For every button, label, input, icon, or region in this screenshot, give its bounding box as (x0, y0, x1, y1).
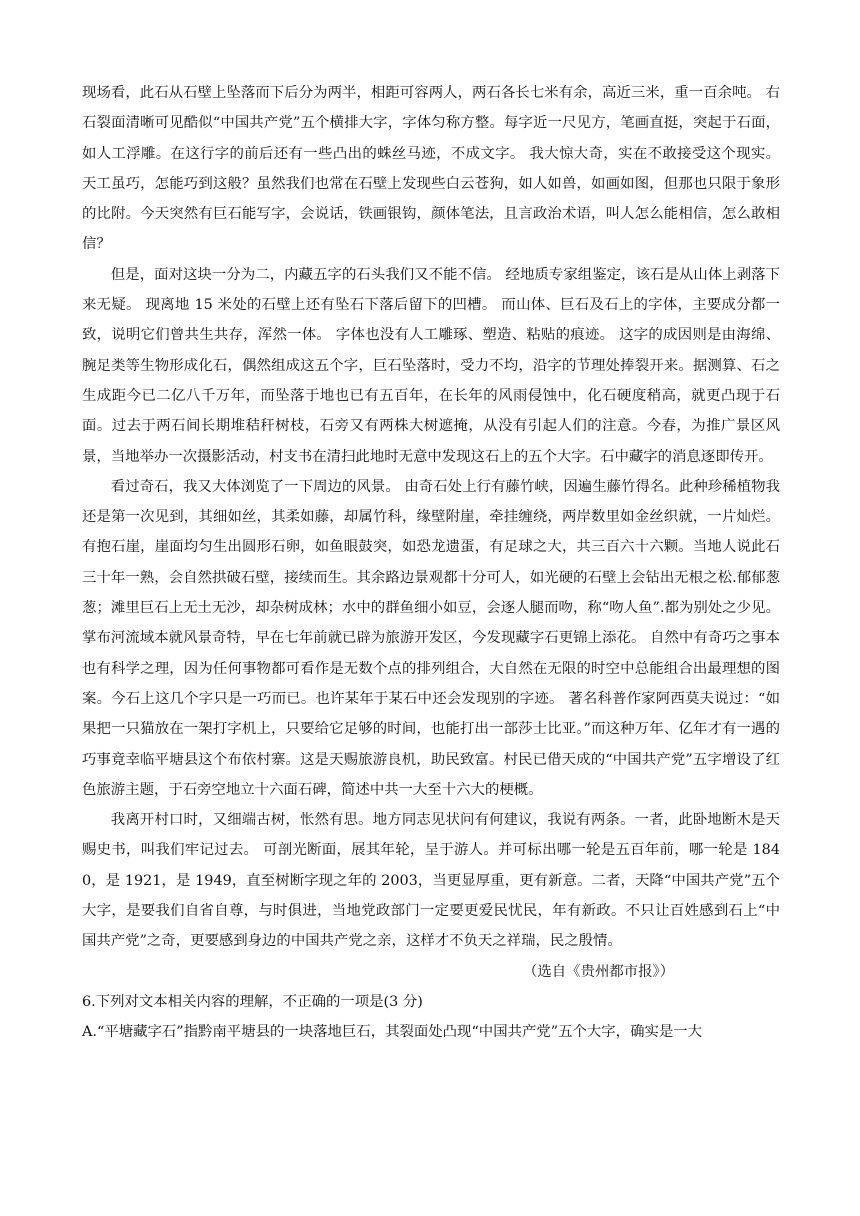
question-stem: 6.下列对文本相关内容的理解，不正确的一项是(3 分) (82, 993, 423, 1010)
article-paragraph-2: 但是，面对这块一分为二，内藏五字的石头我们又不能不信。 经地质专家组鉴定，该石是从山体上剥落下来无疑。 现离地 15 米处的石壁上还有坠石下落后留下的凹槽。 而山体、巨石及石上的字体，主要成分都一致，说明它们曾共生共存，浑然一体。 字体也没有人工雕琢、塑造、粘贴的痕迹。 这字的成因则是由海绵、腕足类等生物形成化石，偶然组成这五个字，巨石坠落时，受力不均，沿字的节理处捧裂开来。据测算、石之生成距今已二亿八千万年，而坠落于地也已有五百年，在长年的风雨侵蚀中，化石硬度稍高，就更凸现于石面。过去于两石间长期堆秸秆树枝，石旁又有两株大树遮掩，从没有引起人们的注意。今春，为推广景区风景，当地举办一次摄影活动，村支书在清扫此地时无意中发现这石上的五个大字。石中藏字的消息逐即传开。 (82, 266, 780, 465)
article-body (82, 78, 780, 1047)
article-paragraph-4: 我离开村口时，又细端古树，怅然有思。地方同志见状问有何建议，我说有两条。一者，此卧地断木是天赐史书，叫我们牢记过去。 可剖光断面，展其年轮，呈于游人。并可标出哪一轮是五百年前，哪一轮是 1840，是 1921，是 1949，直至树断字现之年的 2003，当更显厚重，更有新意。二者，天降“中国共产党”五个大字，是要我们自省自尊，与时俱进，当地党政部门一定要更爱民忧民，年有新政。不只让百姓感到石上“中国共产党”之奇，更要感到身边的中国共产党之亲，这样才不负天之祥瑞，民之殷情。 (82, 812, 780, 950)
article-paragraph-1: 现场看，此石从石壁上坠落而下后分为两半，相距可容两人，两石各长七米有余，高近三米，重一百余吨。 右石裂面清晰可见酷似“中国共产党”五个横排大字，字体匀称方整。每字近一尺见方，笔画直挺，突起于石面，如人工浮雕。在这行字的前后还有一些凸出的蛛丝马迹，不成文字。 我大惊大奇，实在不敢接受这个现实。 天工虽巧，怎能巧到这般？虽然我们也常在石壁上发现些白云苍狗，如人如兽，如画如图，但那也只限于象形的比附。今天突然有巨石能写字，会说话，铁画银钩，颜体笔法，且言政治术语，叫人怎么能相信，怎么敢相信？ (82, 85, 780, 253)
article-source: （选自《贵州都市报》） (523, 963, 675, 980)
question-option-a: A.“平塘藏字石”指黔南平塘县的一块落地巨石，其裂面处凸现“中国共产党”五个大字，确实是一大 (82, 1024, 703, 1041)
article-paragraph-3: 看过奇石，我又大体浏览了一下周边的风景。 由奇石处上行有藤竹峡，因遍生藤竹得名。此种珍稀植物我还是第一次见到，其细如丝，其柔如藤，却属竹科，缘壁附崖，牵挂缠绕，两岸数里如金丝织就，一片灿烂。 有抱石崖，崖面均匀生出圆形石卵，如鱼眼鼓突，如恐龙遗蛋，有足球之大，共三百六十六颗。当地人说此石三十年一熟，会自然拱破石壁，接续而生。其余路边景观都十分可人，如光硬的石壁上会钻出无根之松.郁郁葱葱；滩里巨石上无土无沙，却杂树成林；水中的群鱼细小如豆，会逐人腿而吻，称“吻人鱼”.都为别处之少见。 掌布河流域本就风景奇特，早在七年前就已辟为旅游开发区，今发现藏字石更锦上添花。 自然中有奇巧之事本也有科学之理，因为任何事物都可看作是无数个点的排列组合，大自然在无限的时空中总能组合出最理想的图案。今石上这几个字只是一巧而已。也许某年于某石中还会发现别的字迹。 著名科普作家阿西莫夫说过：“如果把一只猫放在一架打字机上，只要给它足够的时间，也能打出一部莎士比亚。”而这种万年、亿年才有一遇的巧事竟幸临平塘县这个布依村寨。这是天赐旅游良机，助民致富。村民已借天成的“中国共产党”五字增设了红色旅游主题，于石旁空地立十六面石碑，简述中共一大至十六大的梗概。 (82, 478, 780, 798)
